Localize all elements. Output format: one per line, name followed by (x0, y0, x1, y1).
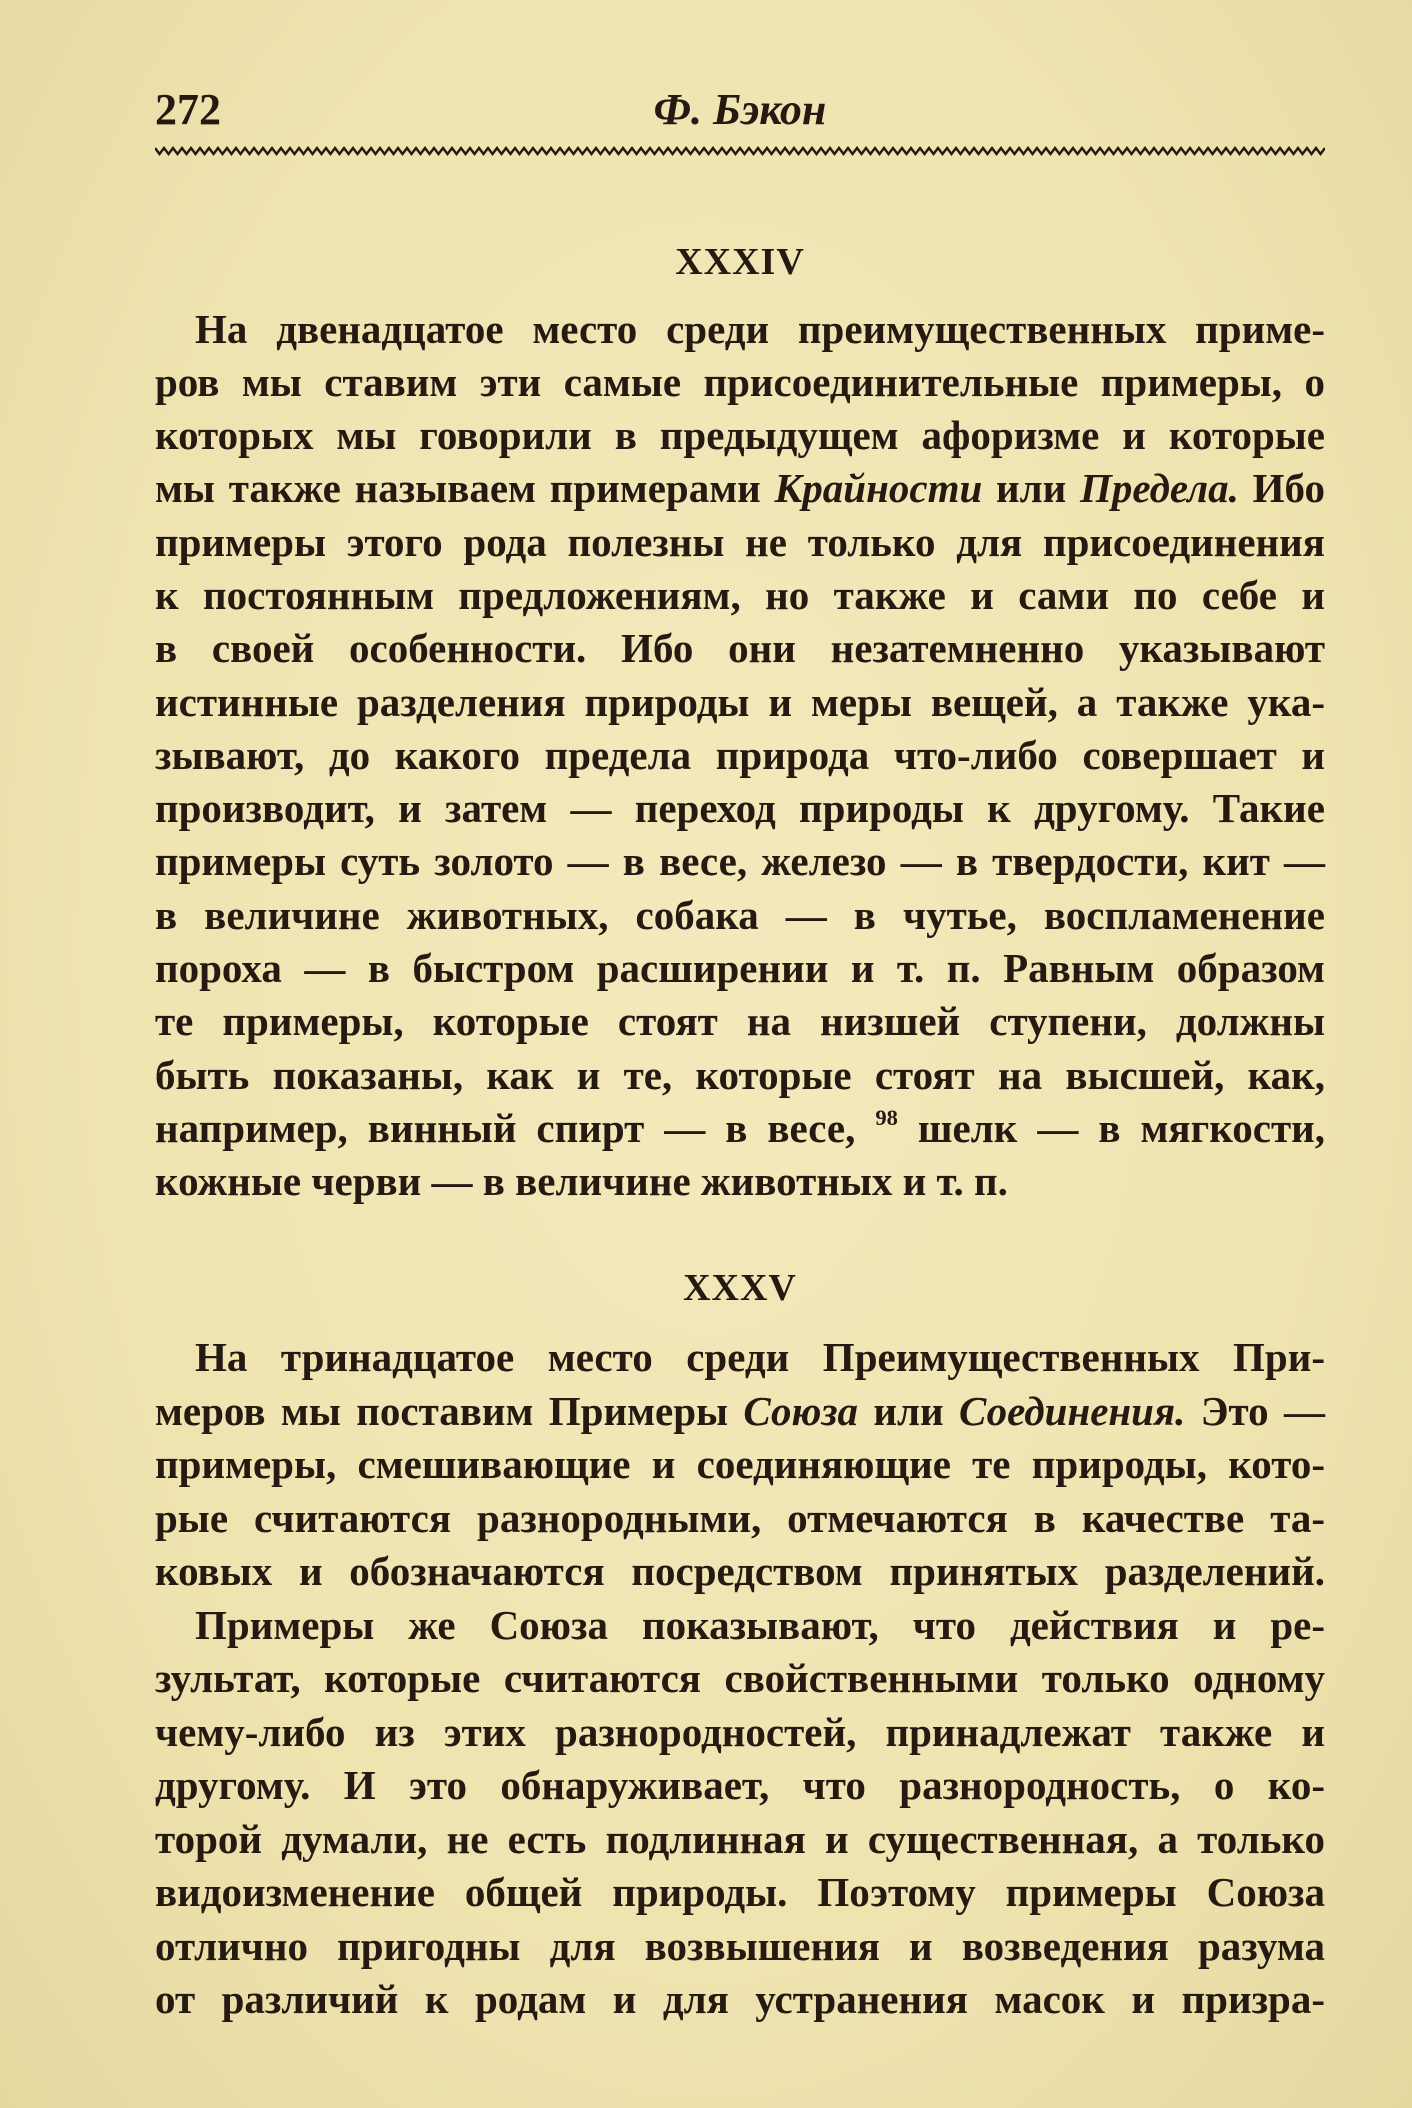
text-line: другому. И это обнаруживает, что разнородность, о ко- (155, 1762, 1325, 1808)
text-line: в своей особенности. Ибо они незатемненно указывают (155, 625, 1325, 672)
running-head (155, 78, 1325, 142)
line-segment: шелк — в мягкости, (897, 1104, 1325, 1151)
line-segment: Это — (1185, 1387, 1326, 1434)
text-line: торой думали, не есть подлинная и существенная, а только (155, 1815, 1325, 1862)
text-line: к постоянным предложениям, но также и сами по себе и (155, 571, 1325, 618)
footnote-ref: 98 (875, 1105, 898, 1131)
section-body (155, 1331, 1325, 2027)
text-line: быть показаны, как и те, которые стоят на высшей, как, (155, 1051, 1325, 1098)
italic-term: Союза (743, 1387, 858, 1434)
text-line: ров мы ставим эти самые присоединительные примеры, о (155, 358, 1325, 405)
text-line: от различий к родам и для устранения масок и призра- (155, 1976, 1325, 2022)
text-line: ковых и обозначаются посредством принятых разделений. (155, 1548, 1325, 1594)
text-line: зывают, до какого предела природа что-либо совершает и (155, 731, 1325, 778)
line-segment: или (982, 465, 1081, 512)
line-segment: мы также называем примерами (155, 465, 775, 512)
text-line: видоизменение общей природы. Поэтому примеры Союза (155, 1869, 1325, 1915)
page-number: 272 (155, 85, 221, 134)
running-title: Ф. Бэкон (653, 85, 827, 134)
text-line: которых мы говорили в предыдущем афоризме и которые (155, 412, 1325, 459)
line-segment: или (857, 1387, 959, 1434)
paragraph (155, 1599, 1325, 2027)
text-line (155, 1385, 1325, 1439)
line-segment: Ибо (1238, 465, 1325, 512)
text-line: зультат, которые считаются свойственными только одному (155, 1655, 1325, 1701)
paragraph (155, 303, 1325, 1209)
italic-term: Предела. (1080, 465, 1239, 512)
text-line: отлично пригодны для возвышения и возведения разума (155, 1922, 1325, 1969)
section-body (155, 303, 1325, 1209)
text-line: в величине животных, собака — в чутье, воспламенение (155, 891, 1325, 938)
text-line: примеры этого рода полезны не только для присоединения (155, 518, 1325, 565)
text-line: На двенадцатое место среди преимущественных приме- (195, 305, 1325, 352)
zigzag-line (155, 148, 1325, 154)
text-line: примеры суть золото — в весе, железо — в твердости, кит — (155, 838, 1325, 885)
text-line: рые считаются разнородными, отмечаются в качестве та- (155, 1494, 1325, 1541)
section-numeral: XXXV (683, 1267, 797, 1309)
section-numeral: XXXIV (675, 241, 805, 283)
text-line: кожные черви — в величине животных и т. п. (155, 1158, 1008, 1205)
italic-term: Соединения. (959, 1387, 1186, 1434)
text-line: На тринадцатое место среди Преимущественных При- (195, 1334, 1325, 1380)
text-line (155, 462, 1325, 515)
line-segment: например, винный спирт — в весе, (155, 1104, 876, 1151)
line-segment: меров мы поставим Примеры (155, 1387, 744, 1434)
text-line: производит, и затем — переход природы к другому. Такие (155, 785, 1325, 832)
paragraph (155, 1331, 1325, 1599)
italic-term: Крайности (774, 465, 983, 512)
text-line (155, 1102, 1325, 1155)
decorative-rule (155, 145, 1325, 157)
text-line: примеры, смешивающие и соединяющие те природы, кото- (155, 1441, 1325, 1487)
text-line: чему-либо из этих разнородностей, принадлежат также и (155, 1708, 1325, 1755)
text-line: Примеры же Союза показывают, что действия и ре- (195, 1601, 1325, 1648)
text-line: те примеры, которые стоят на низшей ступени, должны (155, 998, 1325, 1045)
text-line: истинные разделения природы и меры вещей, а также ука- (155, 678, 1325, 725)
text-line: пороха — в быстром расширении и т. п. Равным образом (155, 945, 1325, 992)
